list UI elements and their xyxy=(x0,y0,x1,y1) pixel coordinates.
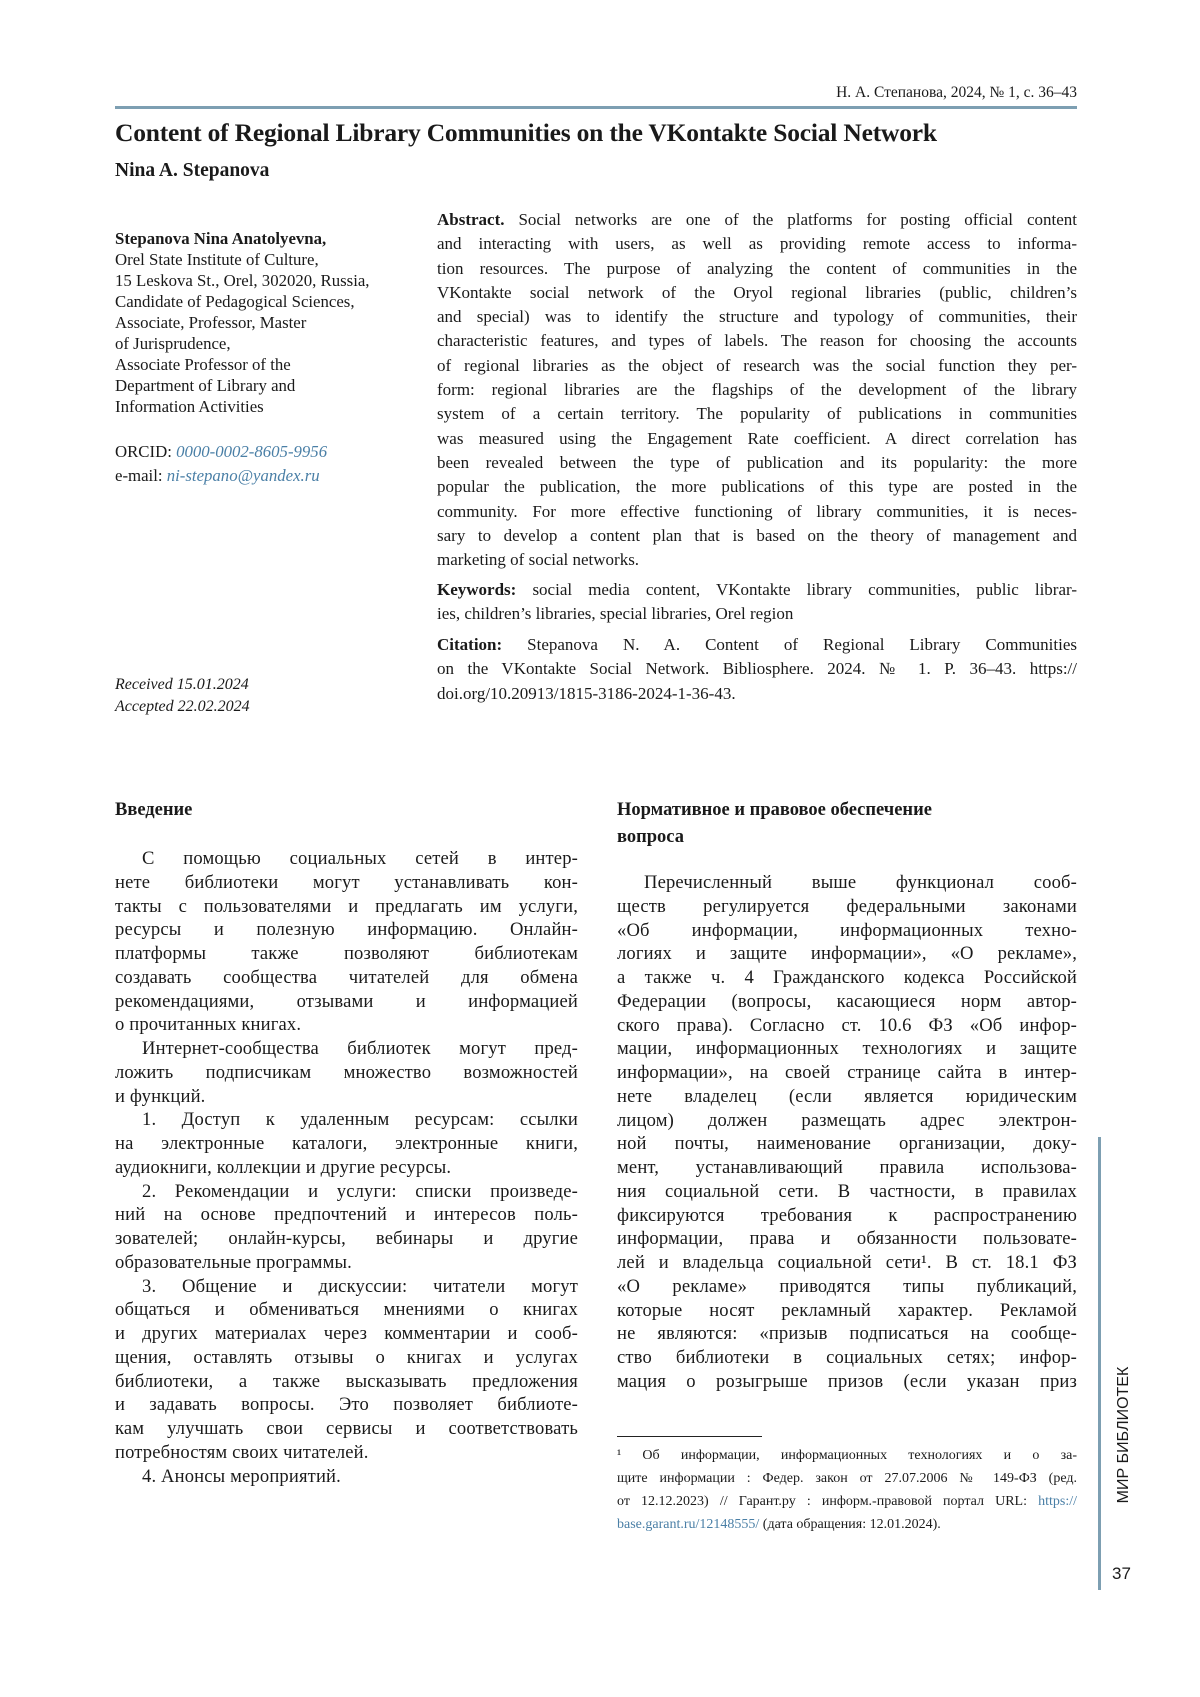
line-text: ¹ Об информации, информационных технологиях и о за- xyxy=(617,1448,1077,1463)
text-line xyxy=(115,312,435,333)
text-line xyxy=(115,1465,578,1489)
line-text: ний на основе предпочтений и интересов поль- xyxy=(115,1204,578,1225)
line-text: social media content, VKontakte library communities, public librar- xyxy=(516,580,1077,599)
line-text: ложить подписчикам множество возможностей xyxy=(115,1062,578,1083)
line-text: Candidate of Pedagogical Sciences, xyxy=(115,292,355,311)
text-line xyxy=(115,895,578,919)
text-line xyxy=(115,871,578,895)
text-line xyxy=(437,281,1077,305)
section-heading-legal xyxy=(617,797,932,851)
text-line xyxy=(437,682,1077,706)
text-line xyxy=(115,396,435,417)
text-line xyxy=(617,1132,1077,1156)
orcid-label: ORCID: xyxy=(115,442,172,461)
abstract xyxy=(437,208,1077,572)
line-text: Associate, Professor, Master xyxy=(115,313,306,332)
text-line xyxy=(617,1061,1077,1085)
line-text: «О рекламе» приводятся типы публикаций, xyxy=(617,1276,1077,1297)
text-line xyxy=(617,1275,1077,1299)
text-line xyxy=(115,1013,578,1037)
line-text: popular the publication, the more publications of this type are posted in the xyxy=(437,477,1077,496)
line-text: characteristic features, and types of labels. The reason for choosing the accounts xyxy=(437,331,1077,350)
article-author: Nina A. Stepanova xyxy=(115,160,269,182)
line-text: 15 Leskova St., Orel, 302020, Russia, xyxy=(115,271,370,290)
text-line xyxy=(617,990,1077,1014)
line-text: tion resources. The purpose of analyzing the content of communities in the xyxy=(437,259,1077,278)
text-line xyxy=(115,1156,578,1180)
text-line xyxy=(115,1061,578,1085)
text-line xyxy=(115,1085,578,1109)
text-line xyxy=(115,1346,578,1370)
paragraph xyxy=(115,1180,578,1275)
line-text: Orel State Institute of Culture, xyxy=(115,250,319,269)
line-text: лей и владельца социальной сети¹. В ст. 18.1 ФЗ xyxy=(617,1252,1077,1273)
text-line xyxy=(115,1393,578,1417)
line-text: а также ч. 4 Гражданского кодекса Российской xyxy=(617,967,1077,988)
footnote-tail: (дата обращения: 12.01.2024). xyxy=(759,1517,940,1532)
text-line xyxy=(115,1227,578,1251)
email-label: e-mail: xyxy=(115,466,163,485)
line-text: Associate Professor of the xyxy=(115,355,291,374)
text-line xyxy=(115,1441,578,1465)
line-text: and special) was to identify the structure and typology of communities, their xyxy=(437,307,1077,326)
text-line xyxy=(115,375,435,396)
line-text: информации», на своей странице сайта в интер- xyxy=(617,1062,1077,1083)
line-text: community. For more effective functioning of library communities, it is neces- xyxy=(437,502,1077,521)
line-text: ния социальной сети. В частности, в правилах xyxy=(617,1181,1077,1202)
text-line xyxy=(617,1109,1077,1133)
line-text: Интернет-сообщества библиотек могут пред- xyxy=(142,1038,578,1059)
line-text: 1. Доступ к удаленным ресурсам: ссылки xyxy=(142,1109,578,1130)
text-line xyxy=(437,329,1077,353)
line-text: мент, устанавливающий правила использова- xyxy=(617,1157,1077,1178)
line-text: ies, children’s libraries, special libraries, Orel region xyxy=(437,604,793,623)
text-line xyxy=(115,918,578,942)
line-text: Social networks are one of the platforms for posting official content xyxy=(505,210,1077,229)
text-line xyxy=(437,602,1077,626)
text-line xyxy=(437,548,1077,572)
line-text: С помощью социальных сетей в интер- xyxy=(142,848,578,869)
line-text: лицом) должен размещать адрес электрон- xyxy=(617,1110,1077,1131)
side-rule xyxy=(1098,1137,1101,1590)
line-text: информации, права и обязанности пользовате- xyxy=(617,1228,1077,1249)
line-text: аудиокниги, коллекции и другие ресурсы. xyxy=(115,1157,451,1178)
received-date: Received 15.01.2024 xyxy=(115,674,250,696)
line-text: was measured using the Engagement Rate coefficient. A direct correlation has xyxy=(437,429,1077,448)
line-text: been revealed between the type of publication and its popularity: the more xyxy=(437,453,1077,472)
line-text: такты с пользователями и предлагать им услуги, xyxy=(115,896,578,917)
line-text: щения, оставлять отзывы о книгах и услугах xyxy=(115,1347,578,1368)
line-text: Федерации (вопросы, касающиеся норм автор- xyxy=(617,991,1077,1012)
text-line xyxy=(437,427,1077,451)
text-line xyxy=(437,208,1077,232)
section-heading-intro: Введение xyxy=(115,797,192,824)
article-title: Content of Regional Library Communities on the VKontakte Social Network xyxy=(115,118,937,148)
text-line xyxy=(115,1275,578,1299)
text-line xyxy=(617,1444,1077,1467)
text-line xyxy=(115,942,578,966)
paragraph xyxy=(115,847,578,1037)
line-text: on the VKontakte Social Network. Bibliosphere. 2024. № 1. P. 36–43. https:// xyxy=(437,659,1077,678)
text-line xyxy=(617,1156,1077,1180)
line-text: логиях и защите информации», «О рекламе», xyxy=(617,943,1077,964)
line-text: фиксируются требования к распространению xyxy=(617,1205,1077,1226)
text-line xyxy=(617,1513,1077,1536)
line-text: doi.org/10.20913/1815-3186-2024-1-36-43. xyxy=(437,684,736,703)
text-line xyxy=(437,524,1077,548)
line-text: of regional libraries as the object of research was the social function they per- xyxy=(437,356,1077,375)
email-row xyxy=(115,464,327,488)
heading-line: вопроса xyxy=(617,824,932,851)
text-line xyxy=(617,942,1077,966)
block-label: Abstract. xyxy=(437,210,505,229)
text-line xyxy=(617,966,1077,990)
text-line xyxy=(437,232,1077,256)
legal-text xyxy=(617,871,1077,1394)
line-text: от 12.12.2023) // Гарант.ру : информ.-правовой портал URL: xyxy=(617,1494,1038,1509)
line-text: платформы также позволяют библиотекам xyxy=(115,943,578,964)
line-text: образовательные программы. xyxy=(115,1252,352,1273)
line-text: sary to develop a content plan that is based on the theory of management and xyxy=(437,526,1077,545)
line-text: ство библиотеки в социальных сетях; инфор- xyxy=(617,1347,1077,1368)
email-link[interactable]: ni-stepano@yandex.ru xyxy=(167,466,320,485)
text-line xyxy=(437,657,1077,681)
line-text: нете владелец (если является юридическим xyxy=(617,1086,1077,1107)
orcid-row xyxy=(115,440,327,464)
line-text: не являются: «призыв подписаться на сообще- xyxy=(617,1323,1077,1344)
line-text: щите информации : Федер. закон от 27.07.2006 № 149-ФЗ (ред. xyxy=(617,1471,1077,1486)
text-line xyxy=(617,1251,1077,1275)
text-line xyxy=(115,1370,578,1394)
text-line xyxy=(617,1227,1077,1251)
text-line xyxy=(115,291,435,312)
block-label: Citation: xyxy=(437,635,502,654)
text-line xyxy=(115,1298,578,1322)
line-text: нете библиотеки могут устанавливать кон- xyxy=(115,872,578,893)
intro-text xyxy=(115,847,578,1488)
text-line xyxy=(617,1299,1077,1323)
text-line xyxy=(115,1037,578,1061)
paragraph xyxy=(115,1275,578,1465)
text-line xyxy=(617,1037,1077,1061)
text-line xyxy=(115,1203,578,1227)
line-text: 3. Общение и дискуссии: читатели могут xyxy=(142,1276,578,1297)
text-line xyxy=(437,451,1077,475)
line-text: ского права). Согласно ст. 10.6 ФЗ «Об инфор- xyxy=(617,1015,1077,1036)
line-text: которые носят рекламный характер. Рекламой xyxy=(617,1300,1077,1321)
line-text: ной почты, наименование организации, доку- xyxy=(617,1133,1077,1154)
orcid-link[interactable]: 0000-0002-8605-9956 xyxy=(176,442,327,461)
accepted-date: Accepted 22.02.2024 xyxy=(115,696,250,718)
line-text: мации, информационных технологиях и защите xyxy=(617,1038,1077,1059)
line-text: кам улучшать свои сервисы и соответствовать xyxy=(115,1418,578,1439)
text-line xyxy=(437,633,1077,657)
line-text: рекомендациями, отзывами и информацией xyxy=(115,991,578,1012)
line-text: на электронные каталоги, электронные книги, xyxy=(115,1133,578,1154)
text-line xyxy=(617,871,1077,895)
text-line xyxy=(115,1251,578,1275)
text-line xyxy=(115,1417,578,1441)
text-line xyxy=(617,1014,1077,1038)
text-line xyxy=(115,1132,578,1156)
block-label: Keywords: xyxy=(437,580,516,599)
line-text: marketing of social networks. xyxy=(437,550,639,569)
line-text: создавать сообщества читателей для обмена xyxy=(115,967,578,988)
text-line xyxy=(437,475,1077,499)
line-text: and interacting with users, as well as providing remote access to informa- xyxy=(437,234,1077,253)
heading-line: Нормативное и правовое обеспечение xyxy=(617,797,932,824)
text-line xyxy=(617,919,1077,943)
line-text: мация о розыгрыше призов (если указан приз xyxy=(617,1371,1077,1392)
text-line xyxy=(115,249,435,270)
line-text: и функций. xyxy=(115,1086,205,1107)
text-line xyxy=(115,1180,578,1204)
text-line xyxy=(115,847,578,871)
text-line xyxy=(617,1322,1077,1346)
text-line xyxy=(437,257,1077,281)
text-line xyxy=(115,1322,578,1346)
line-text: ществ регулируется федеральными законами xyxy=(617,896,1077,917)
text-line xyxy=(437,578,1077,602)
author-full-name: Stepanova Nina Anatolyevna, xyxy=(115,228,435,249)
line-text: зователей; онлайн-курсы, вебинары и другие xyxy=(115,1228,578,1249)
line-text: «Об информации, информационных техно- xyxy=(617,920,1077,941)
line-text: system of a certain territory. The popularity of publications in communities xyxy=(437,404,1077,423)
line-text: Department of Library and xyxy=(115,376,295,395)
line-text: form: regional libraries are the flagships of the development of the library xyxy=(437,380,1077,399)
text-line xyxy=(115,333,435,354)
text-line xyxy=(437,500,1077,524)
text-line xyxy=(437,378,1077,402)
text-line xyxy=(617,1370,1077,1394)
text-line xyxy=(617,1204,1077,1228)
text-line xyxy=(617,1085,1077,1109)
line-text: библиотеки, а также высказывать предложения xyxy=(115,1371,578,1392)
author-affiliation xyxy=(115,228,435,417)
line-text: ресурсы и полезную информацию. Онлайн- xyxy=(115,919,578,940)
line-text: 4. Анонсы мероприятий. xyxy=(142,1466,341,1487)
text-line xyxy=(115,270,435,291)
footnote-rule xyxy=(617,1436,762,1437)
text-line xyxy=(437,354,1077,378)
line-text: общаться и обмениваться мнениями о книгах xyxy=(115,1299,578,1320)
text-line xyxy=(115,990,578,1014)
line-text: 2. Рекомендации и услуги: списки произведе- xyxy=(142,1181,578,1202)
article-dates xyxy=(115,674,250,718)
footnote xyxy=(617,1444,1077,1513)
line-text: Перечисленный выше функционал сооб- xyxy=(644,872,1077,893)
text-line xyxy=(437,402,1077,426)
line-text: Information Activities xyxy=(115,397,264,416)
text-line xyxy=(115,966,578,990)
header-rule xyxy=(115,106,1077,109)
line-text: VKontakte social network of the Oryol regional libraries (public, children’s xyxy=(437,283,1077,302)
citation xyxy=(437,633,1077,706)
text-line xyxy=(115,1108,578,1132)
line-text: и задавать вопросы. Это позволяет библиоте- xyxy=(115,1394,578,1415)
line-text: of Jurisprudence, xyxy=(115,334,231,353)
paragraph xyxy=(115,1037,578,1108)
keywords xyxy=(437,578,1077,627)
running-header: Н. А. Степанова, 2024, № 1, с. 36–43 xyxy=(836,84,1077,102)
line-text: Stepanova N. A. Content of Regional Library Communities xyxy=(502,635,1077,654)
paragraph xyxy=(617,871,1077,1394)
text-line xyxy=(617,1180,1077,1204)
author-identifiers xyxy=(115,440,327,488)
page-number: 37 xyxy=(1112,1564,1131,1584)
footnote-url[interactable]: https:// xyxy=(1038,1494,1077,1509)
journal-name: МИР БИБЛИОТЕК xyxy=(1115,1367,1133,1504)
footnote-url[interactable]: base.garant.ru/12148555/ xyxy=(617,1517,759,1532)
text-line xyxy=(617,1346,1077,1370)
text-line xyxy=(437,305,1077,329)
text-line xyxy=(617,1490,1077,1513)
text-line xyxy=(115,354,435,375)
text-line xyxy=(617,1467,1077,1490)
line-text: потребностям своих читателей. xyxy=(115,1442,369,1463)
paragraph xyxy=(115,1108,578,1179)
line-text: и других материалах через комментарии и сооб- xyxy=(115,1323,578,1344)
line-text: о прочитанных книгах. xyxy=(115,1014,301,1035)
text-line xyxy=(617,895,1077,919)
paragraph xyxy=(115,1465,578,1489)
